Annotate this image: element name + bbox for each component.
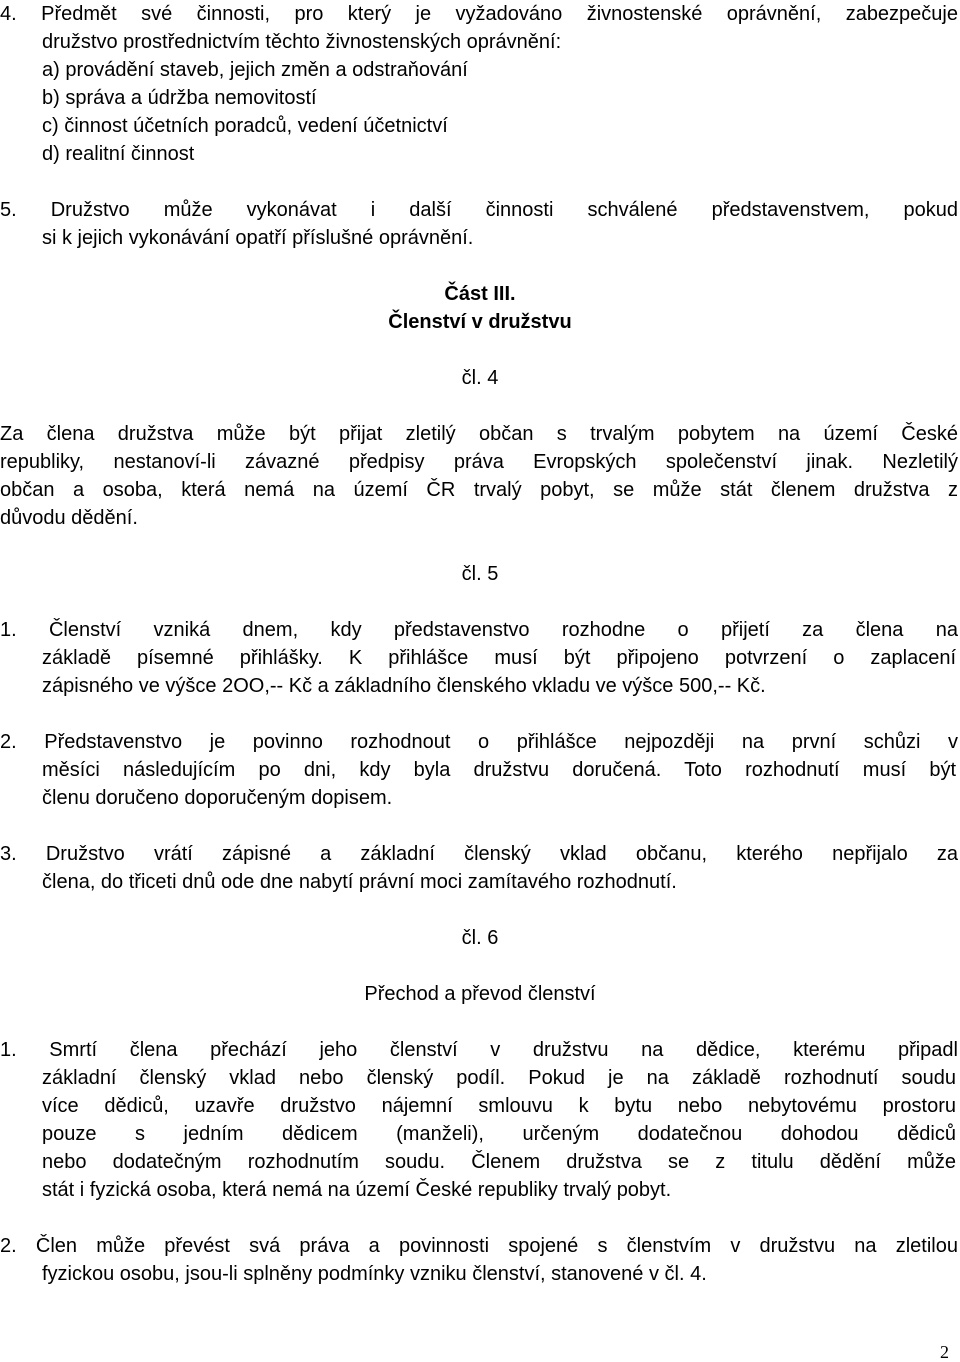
cl6-p1-line-3: více dědiců, uzavře družstvo nájemní smlouvu k bytu nebo nebytovému prostoru (42, 1095, 956, 1117)
s5-line-2: si k jejich vykonávání opatří příslušné oprávnění. (42, 227, 474, 249)
cl5-p3-line-1: 3. Družstvo vrátí zápisné a základní členský vklad občanu, kterého nepřijalo za (0, 843, 958, 865)
s4-line-1: 4. Předmět své činnosti, pro který je vyžadováno živnostenské oprávnění, zabezpečuje (0, 3, 958, 25)
cl4-line-4: důvodu dědění. (0, 507, 138, 529)
cl5-heading: čl. 5 (461, 563, 499, 585)
cl5-p2-line-2: měsíci následujícím po dni, kdy byla družstvu doručená. Toto rozhodnutí musí být (42, 759, 956, 781)
cl4-heading: čl. 4 (461, 367, 499, 389)
cl6-p2-line-1: 2. Člen může převést svá práva a povinnosti spojené s členstvím v družstvu na zletilou (0, 1235, 958, 1257)
part-title: Část III. (444, 283, 516, 305)
cl6-title: Přechod a převod členství (364, 983, 596, 1005)
cl5-p1-line-2: základě písemné přihlášky. K přihlášce musí být připojeno potvrzení o zaplacení (42, 647, 956, 669)
cl6-p1-line-2: základní členský vklad nebo členský podíl. Pokud je na základě rozhodnutí soudu (42, 1067, 956, 1089)
cl5-p1-line-1: 1. Členství vzniká dnem, kdy představenstvo rozhodne o přijetí za člena na (0, 619, 958, 641)
cl4-line-3: občan a osoba, která nemá na území ČR trvalý pobyt, se může stát členem družstva z (0, 479, 958, 501)
cl6-p1-line-4: pouze s jedním dědicem (manželi), určeným dodatečnou dohodou dědiců (42, 1123, 956, 1145)
cl6-p1-line-6: stát i fyzická osoba, která nemá na území České republiky trvalý pobyt. (42, 1179, 672, 1201)
cl4-line-2: republiky, nestanoví-li závazné předpisy práva Evropských společenství jinak. Nezletilý (0, 451, 958, 473)
s4-item-a: a) provádění staveb, jejich změn a odstraňování (42, 59, 468, 81)
s4-line-2: družstvo prostřednictvím těchto živnostenských oprávnění: (42, 31, 562, 53)
part-subtitle: Členství v družstvu (388, 311, 572, 333)
s4-item-c: c) činnost účetních poradců, vedení účetnictví (42, 115, 448, 137)
s5-line-1: 5. Družstvo může vykonávat i další činnosti schválené představenstvem, pokud (0, 199, 958, 221)
cl5-p2-line-1: 2. Představenstvo je povinno rozhodnout o přihlášce nejpozději na první schůzi v (0, 731, 958, 753)
cl6-p1-line-1: 1. Smrtí člena přechází jeho členství v družstvu na dědice, kterému připadl (0, 1039, 958, 1061)
s4-item-d: d) realitní činnost (42, 143, 195, 165)
page-number: 2 (940, 1342, 949, 1362)
cl5-p3-line-2: člena, do třiceti dnů ode dne nabytí právní moci zamítavého rozhodnutí. (42, 871, 677, 893)
s4-item-b: b) správa a údržba nemovitostí (42, 87, 317, 109)
cl5-p1-line-3: zápisného ve výšce 2OO,-- Kč a základního členského vkladu ve výšce 500,-- Kč. (42, 675, 766, 697)
cl5-p2-line-3: členu doručeno doporučeným dopisem. (42, 787, 393, 809)
cl6-p1-line-5: nebo dodatečným rozhodnutím soudu. Členem družstva se z titulu dědění může (42, 1151, 956, 1173)
cl4-line-1: Za člena družstva může být přijat zletilý občan s trvalým pobytem na území České (0, 423, 958, 445)
cl6-heading: čl. 6 (461, 927, 499, 949)
cl6-p2-line-2: fyzickou osobu, jsou-li splněny podmínky vzniku členství, stanovené v čl. 4. (42, 1263, 707, 1285)
